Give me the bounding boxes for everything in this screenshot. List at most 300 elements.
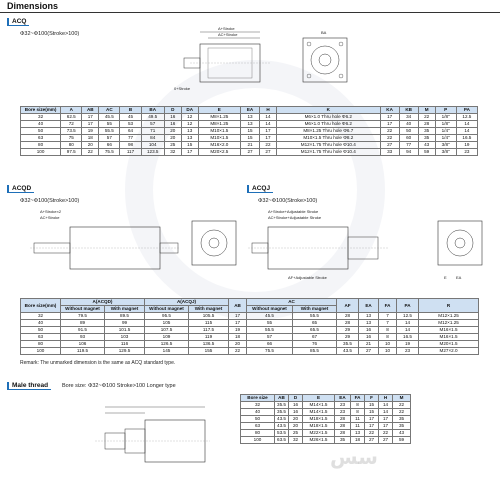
acq-header-cell: AC [99,107,120,114]
male-table-row [241,430,411,437]
male-header-cell: EA [335,395,351,402]
acqd-table-cell: 13 [359,313,379,320]
acqd-th-sub: With magnet [105,306,145,313]
acq-table-cell: 62.5 [61,114,82,121]
acq-table-cell: M12×1.75 Thru hole Φ10.4 [276,142,380,149]
acq-table-cell: M10×1.5 [198,135,240,142]
acqd-table-cell: 100 [21,348,61,355]
acqd-table-cell: 116 [105,341,145,348]
acq-table-cell: 43 [418,142,435,149]
acqd-drawing [20,205,240,285]
acq-table-cell: 27 [380,142,399,149]
male-table-cell: 28 [335,430,351,437]
male-tag: Male thread [7,382,51,390]
acqd-table-cell: 22 [229,348,247,355]
acqd-table-cell: 17 [229,313,247,320]
acq-table-cell: M8×1.25 Thru hole Φ6.7 [276,128,380,135]
acq-table-cell: 22 [380,135,399,142]
acqj-af-label: AF+Adjustable Stroke [288,275,327,280]
acq-table-cell: 17 [380,121,399,128]
male-table-cell: 11 [351,416,365,423]
male-header-cell: D [289,395,303,402]
acq-table-cell: 13 [241,121,260,128]
acq-table-cell: 40 [399,121,418,128]
acq-table-cell: 50 [399,128,418,135]
acq-table-cell: 71 [141,128,164,135]
male-table-cell: 35 [335,437,351,444]
acqd-table-cell: 63 [21,334,61,341]
acqd-th-sub: With magnet [293,306,337,313]
acqd-table-cell: 99 [105,320,145,327]
acqd-table-cell: 28 [337,313,359,320]
acqd-table-cell: 155 [189,348,229,355]
acq-table-cell: 32 [21,114,61,121]
acq-table-cell: 15 [241,135,260,142]
acqj-tag: ACQJ [247,185,273,193]
acq-ac-stroke-label: AC+Stroke [218,32,238,37]
male-header-cell: FA [351,395,365,402]
acqd-table-cell: M16×1.5 [419,334,479,341]
acq-table-cell: M6×1.0 Thru hole Φ6.2 [276,114,380,121]
male-table-cell: 27 [365,437,379,444]
acqd-table-cell: 106 [61,341,105,348]
acq-table-cell: M6×1.0 Thru hole Φ6.2 [276,121,380,128]
male-table-cell: 43.5 [275,423,289,430]
acqd-table-cell: 7 [379,320,397,327]
acq-table-cell: 35 [418,135,435,142]
acq-table-cell: 117 [120,149,141,156]
male-table-cell: 22 [393,409,411,416]
acq-table-cell: M8×1.25 [198,121,240,128]
male-table-cell: 59 [393,437,411,444]
male-table-cell: 20 [289,423,303,430]
acq-table-cell: 20 [82,142,99,149]
male-table-row [241,409,411,416]
acqd-tag: ACQD [7,185,34,193]
male-table-cell: 15 [365,409,379,416]
acqd-table-cell: 129.5 [105,348,145,355]
acq-table-cell: 16 [164,114,181,121]
acq-table-cell: 57 [141,121,164,128]
acq-table-cell: 45.5 [99,114,120,121]
male-table-cell: 22 [365,430,379,437]
male-table-cell: 11 [351,423,365,430]
male-table-cell: 13 [351,430,365,437]
acq-table-cell: 20 [164,128,181,135]
acqd-table-cell: 57 [247,334,293,341]
acq-table-cell: 21 [241,142,260,149]
male-table [240,394,411,444]
male-table-cell: 35.5 [275,409,289,416]
acqd-table-cell: M12×1.25 [419,313,479,320]
acq-table-cell: 80 [61,142,82,149]
acqd-th-sub: Without magnet [61,306,105,313]
acqd-th-a-acqd: A(ACQD) [61,299,145,306]
acq-table-cell: 55.5 [99,128,120,135]
acqd-table-cell: 109 [145,334,189,341]
acqd-table-cell: 119.5 [61,348,105,355]
acqd-table-cell: 91.5 [61,327,105,334]
acq-table-cell: M10×1.5 [198,128,240,135]
male-header-cell: H [379,395,393,402]
acq-header-cell: EA [241,107,260,114]
male-table-cell: 35 [393,416,411,423]
male-table-cell: 40 [241,409,275,416]
male-table-cell: 63 [241,423,275,430]
acq-table-cell: 14 [456,128,477,135]
acq-table-cell: 64 [120,128,141,135]
acq-table-cell: 15 [241,128,260,135]
acqd-table-row [21,327,479,334]
acqd-table-cell: 20 [229,341,247,348]
acqd-table-cell: 89.5 [105,313,145,320]
acqd-table-cell: 95.5 [145,313,189,320]
acqd-table-cell: M16×1.5 [419,327,479,334]
acq-table-cell: 50 [21,128,61,135]
acqd-table-cell: 29 [337,334,359,341]
male-table-cell: 16 [289,402,303,409]
acq-table-cell: 34 [399,114,418,121]
acq-table-cell: 14 [260,114,277,121]
acq-table-cell: 17 [380,114,399,121]
acq-header-cell: DA [181,107,198,114]
acq-table-cell: 1/4" [435,128,456,135]
acqd-table-cell: 50 [21,327,61,334]
acq-table-cell: 32 [164,149,181,156]
male-table-cell: 17 [379,416,393,423]
male-table-cell: 8 [351,409,365,416]
male-table-cell: 32 [289,437,303,444]
acq-table-cell: 53 [120,121,141,128]
acq-table-row [21,128,478,135]
male-table-row [241,416,411,423]
acq-table-cell: 18 [82,135,99,142]
acq-table-cell: 84 [141,135,164,142]
acqd-table-cell: 35.5 [337,341,359,348]
acqd-table-cell: 45.5 [247,313,293,320]
acqd-table-row [21,313,479,320]
male-table-cell: M14×1.5 [303,409,335,416]
acqd-table-cell: 67 [293,334,337,341]
watermark-text: ﺳﺲ [330,445,378,469]
acqd-table-cell: 105.5 [189,313,229,320]
acqd-table-cell: 16 [359,334,379,341]
acq-header-cell: KA [380,107,399,114]
acqd-table-cell: 43.5 [337,348,359,355]
acqd-stroke-label: A+Stroke×2 [40,209,62,214]
acq-table-cell: 72 [61,121,82,128]
acq-table-cell: M12×1.75 Thru hole Φ10.4 [276,149,380,156]
acqd-table-cell: 107.5 [145,327,189,334]
page-title: Dimensions [7,1,59,11]
acqd-note: Φ32~Φ100(Stroke>100) [20,198,80,204]
acqd-table-cell: 28 [337,320,359,327]
acqd-table-cell: 10 [379,341,397,348]
acqd-table-cell: 105 [145,320,189,327]
acqd-table-cell: 75.5 [247,348,293,355]
male-note: Bore size: Φ32~Φ100 Stroke>100 Longer type [62,383,176,389]
acq-table-cell: 13 [181,135,198,142]
acq-table-cell: 73.5 [61,128,82,135]
acq-table-cell: 23 [456,149,477,156]
acqd-table-cell: 136.5 [189,341,229,348]
acqd-table-cell: 55 [247,320,293,327]
acqd-table-cell: 66 [247,341,293,348]
acq-table-cell: 66 [99,142,120,149]
acqd-th-sub: Without magnet [247,306,293,313]
acqd-table-cell: 89 [61,320,105,327]
acq-table-cell: M20×2.5 [198,149,240,156]
male-table-cell: 28 [335,423,351,430]
acq-table-cell: 17 [260,128,277,135]
acq-table-cell: 28 [418,121,435,128]
acqd-table-cell: 7 [379,313,397,320]
acqd-table-cell: 65 [293,320,337,327]
acq-table-cell: 17 [82,114,99,121]
acq-table-cell: 35 [418,128,435,135]
acqd-table-cell: 65.5 [293,327,337,334]
acq-header-cell: M [418,107,435,114]
acqd-table-cell: 80 [21,341,61,348]
male-table-cell: 14 [379,409,393,416]
acqd-table-cell: 16.5 [397,334,419,341]
male-table-cell: M22×1.5 [303,430,335,437]
acq-table-row [21,114,478,121]
acqd-table-cell: 17 [229,320,247,327]
acq-table-cell: 75 [61,135,82,142]
acq-table-cell: 22 [260,142,277,149]
acq-header-cell: B [120,107,141,114]
male-table-cell: 17 [365,416,379,423]
acq-a-stroke-label: A+Stroke [218,26,235,31]
acq-table-cell: 77 [399,142,418,149]
male-table-cell: 22 [393,402,411,409]
acq-ba-label: BA [321,30,327,35]
acqd-table-cell: 10 [379,348,397,355]
acq-table-cell: 97.5 [61,149,82,156]
acq-header-cell: BA [141,107,164,114]
acqd-table-cell: 19 [397,341,419,348]
acqd-table-cell: 16 [359,327,379,334]
male-table-cell: 63.5 [275,437,289,444]
acqd-table-row [21,348,479,355]
acq-table-cell: 55 [99,121,120,128]
acqd-th-af: AF [337,299,359,313]
acqd-table-cell: 119 [189,334,229,341]
header-bar [0,0,500,13]
acqd-table-cell: 76 [293,341,337,348]
acqd-table-cell: 103 [105,334,145,341]
male-table-cell: 80 [241,430,275,437]
acqd-table-cell: 55.5 [247,327,293,334]
acq-table-cell: 22 [380,128,399,135]
acq-table-cell: 123.5 [141,149,164,156]
acq-table-cell: 1/8" [435,121,456,128]
acq-table-cell: 12.5 [456,114,477,121]
acq-table-row [21,135,478,142]
acq-table-cell: 12 [181,121,198,128]
acqd-table-cell: 79.5 [61,313,105,320]
acq-table-cell: M10×1.5 Thru hole Φ8.2 [276,135,380,142]
acq-table-cell: 3/8" [435,142,456,149]
male-table-row [241,437,411,444]
acqd-table-row [21,341,479,348]
acq-table-cell: 16 [164,121,181,128]
acqj-drawing [248,205,488,285]
acq-table-cell: 77 [120,135,141,142]
male-table-cell: M18×1.5 [303,416,335,423]
male-table-cell: 15 [365,402,379,409]
acq-table-row [21,121,478,128]
acq-header-cell: E [198,107,240,114]
acqd-th-fa: FA [379,299,397,313]
acqd-table-cell: 93 [61,334,105,341]
acqd-table-cell: M12×1.25 [419,320,479,327]
male-header-cell: E [303,395,335,402]
acq-table-cell: 80 [21,142,61,149]
acqd-remark: Remark: The unmarked dimension is the same as ACQ standard type. [20,360,176,366]
acqd-acqj-table [20,298,479,355]
acqd-table-cell: 19 [229,327,247,334]
acqd-th-ea: EA [359,299,379,313]
acq-table-cell: 17 [260,135,277,142]
acq-table-cell: 27 [260,149,277,156]
acqd-table-cell: 55.5 [293,313,337,320]
acqd-th-bore: Bore size(mm) [21,299,61,313]
acq-table-cell: 1/8" [435,114,456,121]
male-table-cell: 35 [393,423,411,430]
acq-header-cell: Bore size(mm) [21,107,61,114]
acq-table-cell: 49.5 [141,114,164,121]
acq-table-cell: 40 [21,121,61,128]
acq-table [20,106,478,156]
acqd-table-cell: 115 [189,320,229,327]
male-table-cell: 50 [241,416,275,423]
acqd-table-cell: M20×1.5 [419,341,479,348]
male-table-cell: 8 [351,402,365,409]
acq-table-row [21,149,478,156]
acq-table-cell: M8×1.25 [198,114,240,121]
male-table-cell: 17 [379,423,393,430]
acq-table-cell: 22 [82,149,99,156]
acq-header-cell: A [61,107,82,114]
acq-table-cell: 13 [181,128,198,135]
acq-table-cell: 94 [399,149,418,156]
acqj-ea-label: EA [456,275,462,280]
male-table-cell: 100 [241,437,275,444]
acqd-table-cell: 40 [21,320,61,327]
acqd-th-ac: AC [247,299,337,306]
acq-table-cell: 15 [181,142,198,149]
acq-header-cell: K [276,107,380,114]
acq-table-cell: 59 [418,149,435,156]
acq-tag: ACQ [7,18,29,26]
acqd-table-cell: 8 [379,327,397,334]
acqd-table-cell: 117.5 [189,327,229,334]
male-table-cell: M14×1.5 [303,402,335,409]
male-table-cell: 17 [365,423,379,430]
acq-table-cell: 19 [456,142,477,149]
acq-table-cell: 14 [456,121,477,128]
acqd-th-sub: With magnet [189,306,229,313]
male-table-cell: 25 [289,430,303,437]
acqd-table-cell: 29 [337,327,359,334]
acq-side-drawing [170,22,290,97]
acq-table-cell: 27 [241,149,260,156]
acqd-table-cell: 8 [379,334,397,341]
male-table-cell: 35.5 [275,402,289,409]
acqd-th-r: R [419,299,479,313]
male-table-cell: 53.5 [275,430,289,437]
male-table-cell: M26×1.5 [303,437,335,444]
acq-table-cell: 17 [181,149,198,156]
acq-table-cell: 12 [181,114,198,121]
acqj-ac-label: AC+Stroke+Adjustable Stroke [268,215,322,220]
acqd-table-cell: 126.5 [145,341,189,348]
acqj-e-label: E [444,275,447,280]
male-header-cell: Bore size [241,395,275,402]
male-table-cell: 28 [335,416,351,423]
male-table-cell: 43 [393,430,411,437]
acqd-table-row [21,334,479,341]
male-table-cell: 43.5 [275,416,289,423]
acqd-th-ab: AB [229,299,247,313]
male-table-cell: 23 [335,402,351,409]
acq-table-cell: 98 [120,142,141,149]
acq-front-drawing [295,28,355,93]
acq-header-cell: AB [82,107,99,114]
acq-table-cell: 14 [260,121,277,128]
male-table-cell: 27 [379,437,393,444]
acq-header-cell: P [435,107,456,114]
acq-table-cell: 16.5 [456,135,477,142]
acqd-th-pa: PA [397,299,419,313]
acq-table-cell: 33 [380,149,399,156]
acqd-table-cell: 21 [359,341,379,348]
acqd-table-cell: M27×2.0 [419,348,479,355]
acq-header-cell: PA [456,107,477,114]
acq-table-cell: 3/8" [435,149,456,156]
acqd-table-cell: 27 [359,348,379,355]
male-header-cell: M [393,395,411,402]
acq-table-cell: 75.5 [99,149,120,156]
acqj-stroke-label: A+Stroke+Adjustable Stroke [268,209,319,214]
acqd-table-cell: 13 [359,320,379,327]
acqj-note: Φ32~Φ100(Stroke>100) [258,198,318,204]
acq-header-cell: H [260,107,277,114]
male-table-cell: 18 [351,437,365,444]
acq-header-cell: KB [399,107,418,114]
male-table-cell: 32 [241,402,275,409]
male-header-cell: AB [275,395,289,402]
male-table-cell: 16 [289,409,303,416]
acq-table-cell: 17 [82,121,99,128]
acq-table-row [21,142,478,149]
male-thread-drawing [85,395,215,485]
acq-zero-stroke-label: 0+Stroke [174,86,191,91]
male-table-row [241,423,411,430]
acq-table-cell: 60 [399,135,418,142]
acq-table-cell: 20 [164,135,181,142]
acqd-th-a-acqj: A(ACQJ) [145,299,229,306]
male-table-cell: 23 [335,409,351,416]
acq-header-cell: D [164,107,181,114]
acq-table-cell: 19 [82,128,99,135]
acq-table-cell: 22 [418,114,435,121]
acqd-table-cell: 18 [229,334,247,341]
acqd-table-row [21,320,479,327]
acqd-table-cell: 101.5 [105,327,145,334]
